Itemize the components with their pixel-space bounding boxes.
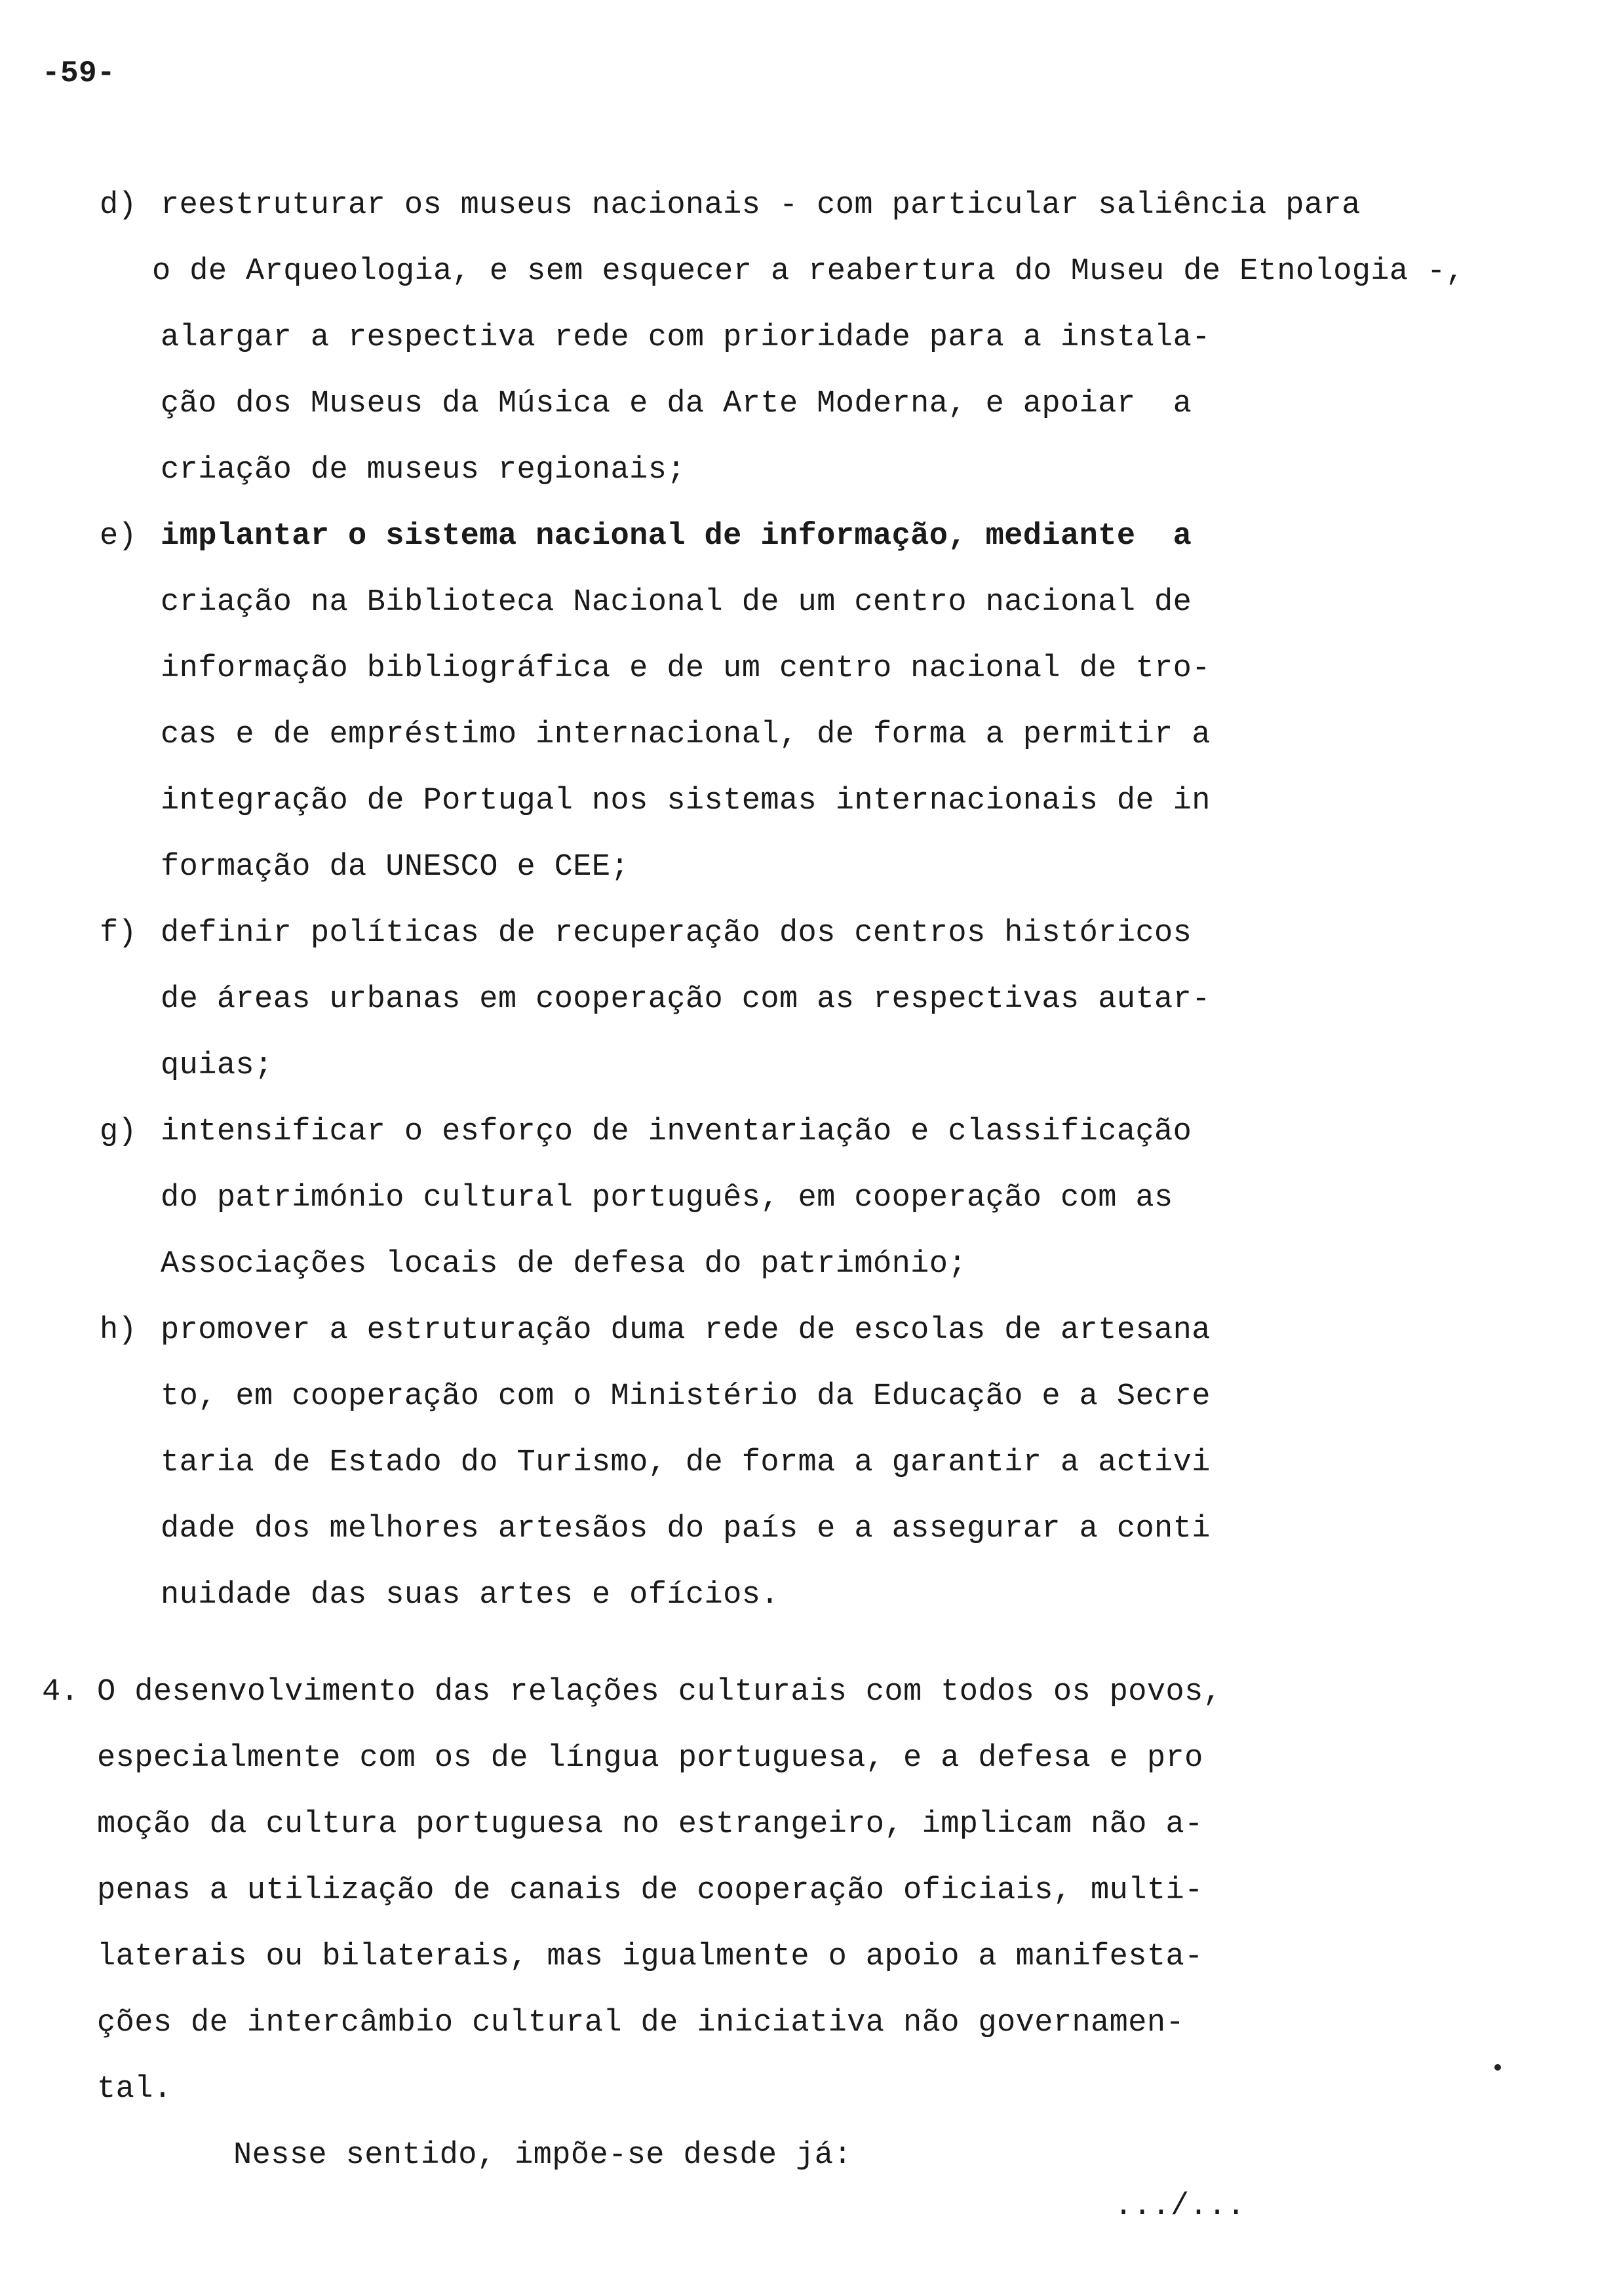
- text-line: implantar o sistema nacional de informação, mediante a: [161, 519, 1192, 554]
- item-marker: d): [100, 188, 137, 223]
- text-line: penas a utilização de canais de cooperação oficiais, multi-: [97, 1873, 1203, 1908]
- item-marker: f): [100, 916, 137, 951]
- text-line: nuidade das suas artes e ofícios.: [161, 1578, 779, 1613]
- text-line: do património cultural português, em cooperação com as: [161, 1181, 1173, 1215]
- text-line: laterais ou bilaterais, mas igualmente o apoio a manifesta-: [97, 1940, 1203, 1974]
- page-number: -59-: [42, 56, 116, 90]
- text-line: quias;: [161, 1048, 273, 1083]
- item-marker: h): [100, 1313, 137, 1348]
- text-line: o de Arqueologia, e sem esquecer a reabertura do Museu de Etnologia -,: [152, 254, 1465, 289]
- text-line: intensificar o esforço de inventariação e classificação: [161, 1115, 1192, 1149]
- text-line: criação de museus regionais;: [161, 453, 686, 488]
- text-line: dade dos melhores artesãos do país e a assegurar a conti: [161, 1512, 1211, 1546]
- continuation-marker: .../...: [1114, 2189, 1246, 2224]
- text-line: cas e de empréstimo internacional, de forma a permitir a: [161, 718, 1211, 752]
- text-line: reestruturar os museus nacionais - com particular saliência para: [161, 188, 1361, 223]
- text-line: tal.: [97, 2072, 172, 2107]
- text-line: Associações locais de defesa do património;: [161, 1247, 967, 1282]
- section-marker: 4.: [42, 1675, 79, 1710]
- text-line: integração de Portugal nos sistemas internacionais de in: [161, 784, 1211, 818]
- text-line: to, em cooperação com o Ministério da Educação e a Secre: [161, 1379, 1211, 1414]
- text-line: informação bibliográfica e de um centro nacional de tro-: [161, 651, 1211, 686]
- text-line: O desenvolvimento das relações culturais com todos os povos,: [97, 1675, 1222, 1710]
- text-line: moção da cultura portuguesa no estrangeiro, implicam não a-: [97, 1807, 1203, 1842]
- text-line: especialmente com os de língua portuguesa, e a defesa e pro: [97, 1741, 1203, 1776]
- item-marker: g): [100, 1115, 137, 1149]
- text-line: ções de intercâmbio cultural de iniciativa não governamen-: [97, 2006, 1185, 2040]
- text-line: promover a estruturação duma rede de escolas de artesana: [161, 1313, 1211, 1348]
- item-marker: e): [100, 519, 137, 554]
- text-line: formação da UNESCO e CEE;: [161, 850, 630, 885]
- text-line: alargar a respectiva rede com prioridade para a instala-: [161, 320, 1211, 355]
- text-line: ção dos Museus da Música e da Arte Moderna, e apoiar a: [161, 387, 1192, 421]
- scan-speck: [1494, 2064, 1501, 2071]
- closing-line: Nesse sentido, impõe-se desde já:: [233, 2138, 852, 2173]
- text-line: definir políticas de recuperação dos centros históricos: [161, 916, 1192, 951]
- text-line: de áreas urbanas em cooperação com as respectivas autar-: [161, 982, 1211, 1017]
- text-line: taria de Estado do Turismo, de forma a garantir a activi: [161, 1445, 1211, 1480]
- text-line: criação na Biblioteca Nacional de um centro nacional de: [161, 585, 1192, 620]
